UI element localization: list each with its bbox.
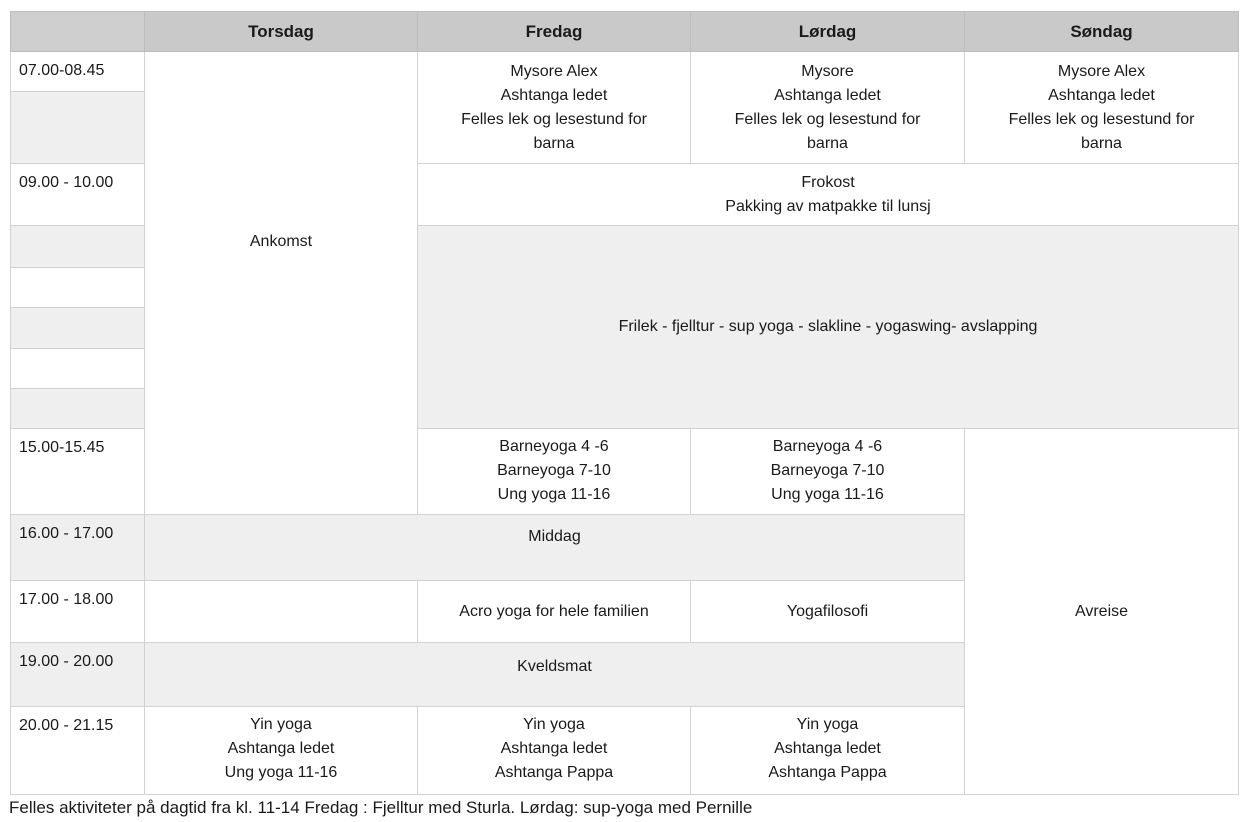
evening-sat-line-3: Ashtanga Pappa	[768, 764, 887, 781]
header-torsdag: Torsdag	[145, 12, 418, 52]
morning-sat-line-1: Mysore	[801, 62, 854, 80]
row-0700	[11, 52, 1239, 92]
cell-kids-sat	[691, 429, 965, 515]
morning-sun-line-4: barna	[1081, 134, 1122, 152]
evening-thu-line-3: Ung yoga 11-16	[224, 764, 338, 781]
evening-sat-line-1: Yin yoga	[796, 716, 859, 733]
morning-sun-line-2: Ashtanga ledet	[1048, 86, 1155, 104]
morning-sat-line-3: Felles lek og lesestund for	[734, 110, 921, 128]
header-sondag: Søndag	[965, 12, 1239, 52]
time-0700: 07.00-08.45	[11, 52, 145, 92]
kids-sat-line-3: Ung yoga 11-16	[771, 486, 884, 503]
cell-morning-fri	[418, 52, 691, 164]
header-fredag: Fredag	[418, 12, 691, 52]
cell-breakfast	[418, 164, 1239, 226]
cell-evening-thu	[145, 707, 418, 795]
kids-fri-line-3: Ung yoga 11-16	[497, 486, 611, 503]
morning-sat-line-2: Ashtanga ledet	[774, 86, 881, 104]
breakfast-line-1: Frokost	[801, 173, 855, 191]
evening-fri-line-2: Ashtanga ledet	[500, 740, 608, 757]
header-corner	[11, 12, 145, 52]
time-blank-5	[11, 349, 145, 389]
time-blank-3	[11, 268, 145, 308]
time-1900: 19.00 - 20.00	[11, 643, 145, 707]
cell-kids-fri	[418, 429, 691, 515]
header-row	[11, 12, 1239, 52]
cell-middag: Middag	[145, 515, 965, 581]
cell-morning-sat	[691, 52, 965, 164]
evening-thu-line-1: Yin yoga	[250, 716, 312, 733]
cell-yogafilosofi: Yogafilosofi	[691, 581, 965, 643]
time-1600: 16.00 - 17.00	[11, 515, 145, 581]
evening-sat-line-2: Ashtanga ledet	[774, 740, 881, 757]
time-1500: 15.00-15.45	[11, 429, 145, 515]
morning-fri-line-3: Felles lek og lesestund for	[461, 110, 647, 128]
kids-sat-line-1: Barneyoga 4 -6	[772, 438, 883, 455]
schedule-table	[10, 11, 1239, 795]
breakfast-line-2: Pakking av matpakke til lunsj	[725, 197, 931, 215]
time-blank-2	[11, 226, 145, 268]
time-blank-4	[11, 308, 145, 349]
morning-sun-line-3: Felles lek og lesestund for	[1008, 110, 1195, 128]
time-blank-6	[11, 389, 145, 429]
cell-kveldsmat: Kveldsmat	[145, 643, 965, 707]
cell-evening-sat	[691, 707, 965, 795]
kids-fri-line-1: Barneyoga 4 -6	[499, 438, 609, 455]
kids-fri-line-2: Barneyoga 7-10	[497, 462, 611, 479]
cell-avreise: Avreise	[965, 429, 1239, 795]
cell-evening-fri	[418, 707, 691, 795]
header-lordag: Lørdag	[691, 12, 965, 52]
evening-fri-line-3: Ashtanga Pappa	[494, 764, 614, 781]
time-2000: 20.00 - 21.15	[11, 707, 145, 795]
morning-fri-line-1: Mysore Alex	[510, 62, 598, 80]
footer-note: Felles aktiviteter på dagtid fra kl. 11-14 Fredag : Fjelltur med Sturla. Lørdag: sup-yoga med Pernille	[9, 798, 753, 817]
morning-sun-line-1: Mysore Alex	[1057, 62, 1146, 80]
cell-morning-sun	[965, 52, 1239, 164]
cell-free-play: Frilek - fjelltur - sup yoga - slakline - yogaswing- avslapping	[418, 226, 1239, 429]
cell-thu-1700	[145, 581, 418, 643]
morning-fri-line-2: Ashtanga ledet	[500, 86, 608, 104]
evening-fri-line-1: Yin yoga	[523, 716, 585, 733]
time-1700: 17.00 - 18.00	[11, 581, 145, 643]
cell-ankomst: Ankomst	[145, 52, 418, 515]
cell-acro: Acro yoga for hele familien	[418, 581, 691, 643]
evening-thu-line-2: Ashtanga ledet	[227, 740, 335, 757]
morning-sat-line-4: barna	[807, 134, 848, 152]
morning-fri-line-4: barna	[533, 134, 575, 152]
kids-sat-line-2: Barneyoga 7-10	[770, 462, 885, 479]
time-blank-1	[11, 92, 145, 164]
time-0900: 09.00 - 10.00	[11, 164, 145, 226]
